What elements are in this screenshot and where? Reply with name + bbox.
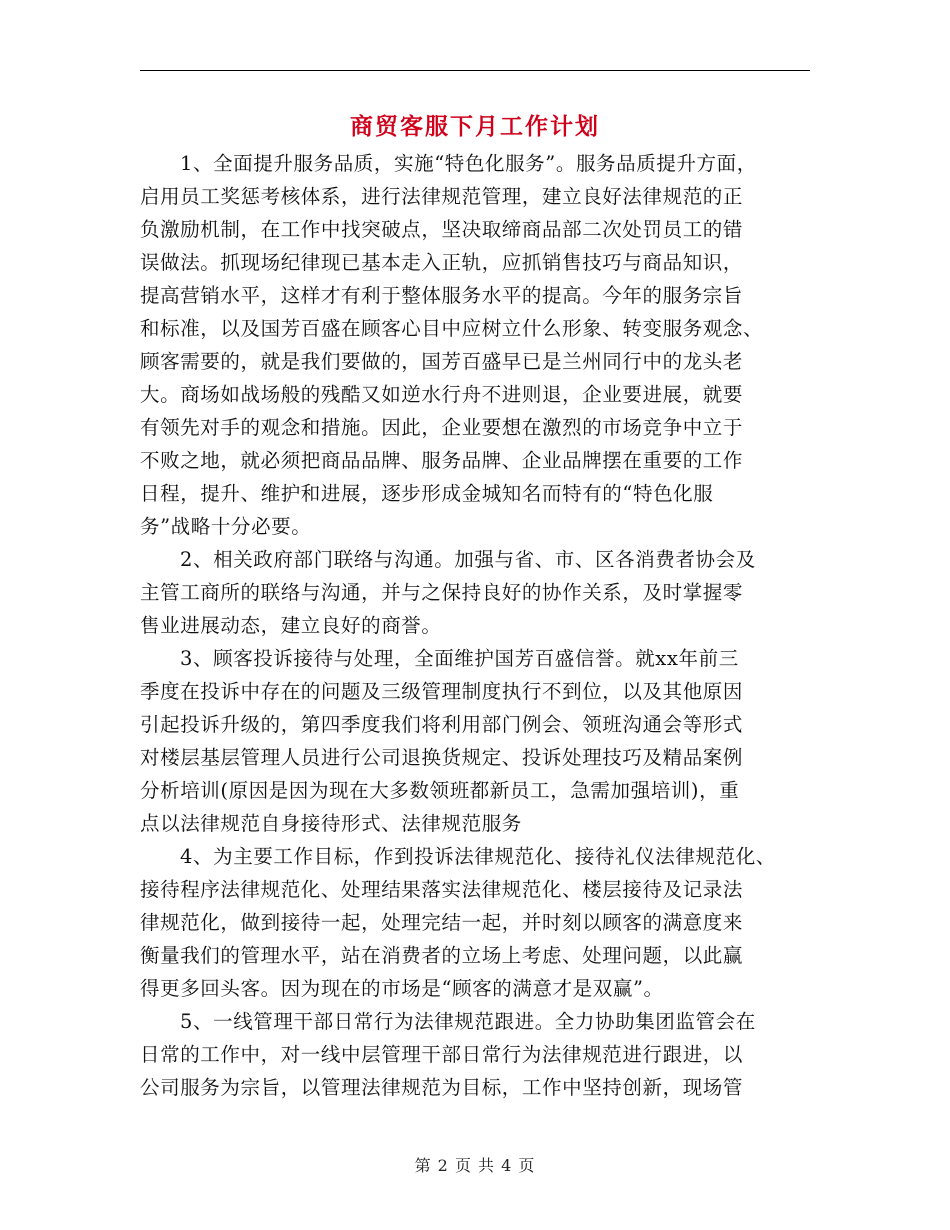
paragraph-line: 季度在投诉中存在的问题及三级管理制度执行不到位，以及其他原因 [140, 680, 744, 703]
paragraph-line: 2、相关政府部门联络与沟通。加强与省、市、区各消费者协会及 [180, 548, 756, 571]
header-rule [140, 70, 810, 71]
paragraph-line: 3、顾客投诉接待与处理，全面维护国芳百盛信誉。就xx年前三 [180, 647, 739, 670]
paragraph-line: 误做法。抓现场纪律现已基本走入正轨，应抓销售技巧与商品知识， [140, 251, 744, 274]
paragraph-line: 日程，提升、维护和进展，逐步形成金城知名而特有的“特色化服 [140, 482, 714, 505]
paragraph-line: 售业进展动态，建立良好的商誉。 [140, 614, 442, 637]
paragraph-line: 4、为主要工作目标，作到投诉法律规范化、接待礼仪法律规范化、 [180, 845, 776, 868]
paragraph-line: 得更多回头客。因为现在的市场是“顾客的满意才是双赢”。 [140, 977, 664, 1000]
paragraph-line: 公司服务为宗旨，以管理法律规范为目标，工作中坚持创新，现场管 [140, 1076, 744, 1099]
paragraph-line: 负激励机制，在工作中找突破点，坚决取缔商品部二次处罚员工的错 [140, 218, 744, 241]
page-number: 第 2 页 共 4 页 [414, 1156, 536, 1175]
paragraph-line: 1、全面提升服务品质，实施“特色化服务”。服务品质提升方面， [180, 152, 757, 175]
document-body [140, 147, 820, 1104]
paragraph-line: 有领先对手的观念和措施。因此，企业要想在激烈的市场竞争中立于 [140, 416, 744, 439]
paragraph-line: 点以法律规范自身接待形式、法律规范服务 [140, 812, 522, 835]
paragraph-line: 大。商场如战场般的残酷又如逆水行舟不进则退，企业要进展，就要 [140, 383, 744, 406]
paragraph-line: 分析培训(原因是因为现在大多数领班都新员工，急需加强培训)，重 [140, 779, 740, 802]
paragraph-line: 顾客需要的，就是我们要做的，国芳百盛早已是兰州同行中的龙头老 [140, 350, 744, 373]
paragraph-line: 律规范化，做到接待一起，处理完结一起，并时刻以顾客的满意度来 [140, 911, 744, 934]
paragraph-line: 务”战略十分必要。 [140, 515, 312, 538]
paragraph-line: 日常的工作中，对一线中层管理干部日常行为法律规范进行跟进，以 [140, 1043, 744, 1066]
paragraph-line: 不败之地，就必须把商品品牌、服务品牌、企业品牌摆在重要的工作 [140, 449, 744, 472]
paragraph-line: 提高营销水平，这样才有利于整体服务水平的提高。今年的服务宗旨 [140, 284, 744, 307]
paragraph-line: 5、一线管理干部日常行为法律规范跟进。全力协助集团监管会在 [180, 1010, 756, 1033]
paragraph-line: 引起投诉升级的，第四季度我们将利用部门例会、领班沟通会等形式 [140, 713, 744, 736]
paragraph-line: 对楼层基层管理人员进行公司退换货规定、投诉处理技巧及精品案例 [140, 746, 744, 769]
paragraph-line: 衡量我们的管理水平，站在消费者的立场上考虑、处理问题，以此赢 [140, 944, 744, 967]
document-title: 商贸客服下月工作计划 [350, 114, 600, 140]
paragraph-line: 主管工商所的联络与沟通，并与之保持良好的协作关系，及时掌握零 [140, 581, 744, 604]
paragraph-line: 和标准，以及国芳百盛在顾客心目中应树立什么形象、转变服务观念、 [140, 317, 764, 340]
paragraph-line: 启用员工奖惩考核体系，进行法律规范管理，建立良好法律规范的正 [140, 185, 744, 208]
paragraph-line: 接待程序法律规范化、处理结果落实法律规范化、楼层接待及记录法 [140, 878, 744, 901]
